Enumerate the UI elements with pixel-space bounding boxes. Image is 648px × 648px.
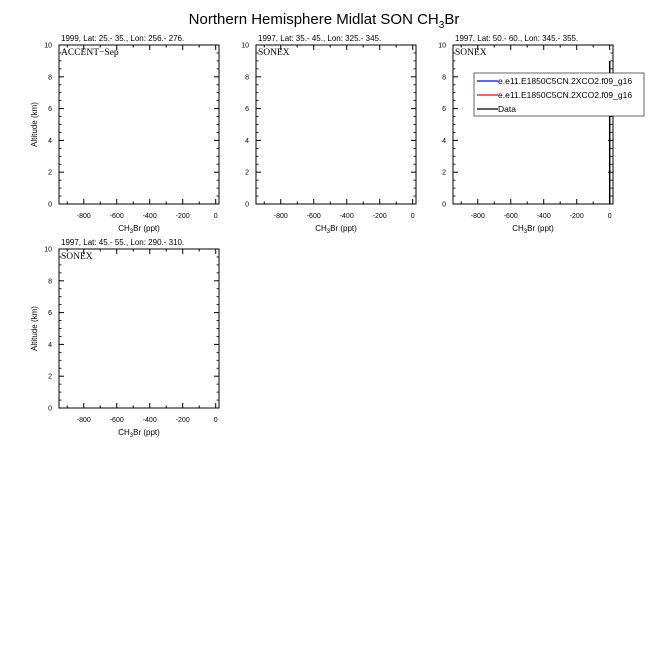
panel-header: 1997, Lat: 35.- 45., Lon: 325.- 345. [258, 34, 382, 43]
x-tick-label: 0 [213, 417, 218, 424]
x-tick-label: 0 [607, 213, 612, 220]
x-tick-label: -600 [503, 213, 518, 220]
plot-frame [256, 45, 416, 204]
y-tick-label: 6 [442, 106, 446, 114]
y-tick-label: 8 [245, 74, 249, 82]
y-tick-label: 6 [48, 106, 52, 114]
y-tick-label: 10 [44, 42, 52, 50]
y-tick-label: 10 [241, 42, 249, 50]
x-tick-label: -800 [76, 213, 91, 220]
campaign-label: SONEX [61, 252, 93, 262]
x-tick-label: -800 [470, 213, 485, 220]
x-tick-label: -200 [175, 213, 190, 220]
panel-header: 1997, Lat: 45.- 55., Lon: 290.- 310. [61, 238, 185, 247]
y-tick-label: 0 [442, 201, 446, 209]
chart-panel-4 [30, 238, 219, 439]
y-tick-label: 4 [48, 137, 52, 145]
x-axis-label: $CH_3Br$ (ppt) [118, 224, 160, 235]
campaign-label: SONEX [455, 48, 487, 58]
x-tick-label: -600 [109, 417, 124, 424]
y-tick-label: 0 [245, 201, 249, 209]
y-tick-label: 4 [442, 137, 446, 145]
x-tick-label: -600 [306, 213, 321, 220]
y-tick-label: 2 [245, 169, 249, 177]
panel-header: 1999, Lat: 25.- 35., Lon: 256.- 276. [61, 34, 185, 43]
y-tick-label: 8 [48, 278, 52, 286]
x-tick-label: -200 [569, 213, 584, 220]
plot-frame [453, 45, 613, 204]
plot-frame [59, 45, 219, 204]
campaign-label: ACCENT−Sep [61, 48, 119, 58]
y-tick-label: 2 [48, 373, 52, 381]
x-tick-label: -200 [372, 213, 387, 220]
y-axis-label: Altitude (km) [30, 306, 39, 351]
y-tick-label: 6 [48, 310, 52, 318]
x-tick-label: -800 [273, 213, 288, 220]
y-tick-label: 6 [245, 106, 249, 114]
y-axis-label: Altitude (km) [30, 102, 39, 147]
x-tick-label: -400 [142, 417, 157, 424]
x-tick-label: -400 [142, 213, 157, 220]
plot-frame [59, 249, 219, 408]
x-tick-label: -800 [76, 417, 91, 424]
y-tick-label: 10 [44, 246, 52, 254]
figure-title: Northern Hemisphere Midlat SON $CH_3Br$ [188, 11, 460, 31]
x-tick-label: 0 [410, 213, 415, 220]
x-axis-label: $CH_3Br$ (ppt) [118, 428, 160, 439]
chart-panel-3 [438, 34, 644, 235]
y-tick-label: 0 [48, 201, 52, 209]
y-tick-label: 10 [438, 42, 446, 50]
y-tick-label: 2 [48, 169, 52, 177]
x-tick-label: -200 [175, 417, 190, 424]
x-axis-label: $CH_3Br$ (ppt) [512, 224, 554, 235]
x-tick-label: -400 [536, 213, 551, 220]
y-tick-label: 0 [48, 405, 52, 413]
x-tick-label: 0 [213, 213, 218, 220]
chart-panel-1 [30, 34, 219, 235]
y-tick-label: 2 [442, 169, 446, 177]
chart-panel-2 [241, 34, 416, 235]
legend-label: e.e11.E1850C5CN.2XCO2.f09_g16 [498, 76, 633, 86]
y-tick-label: 8 [48, 74, 52, 82]
y-tick-label: 4 [48, 341, 52, 349]
legend-label: Data [498, 104, 516, 114]
x-axis-label: $CH_3Br$ (ppt) [315, 224, 357, 235]
x-tick-label: -600 [109, 213, 124, 220]
y-tick-label: 4 [245, 137, 249, 145]
x-tick-label: -400 [339, 213, 354, 220]
legend-label: e.e11.E1850C5CN.2XCO2.f09_g16 [498, 90, 633, 100]
campaign-label: SONEX [258, 48, 290, 58]
y-tick-label: 8 [442, 74, 446, 82]
panel-header: 1997, Lat: 50.- 60., Lon: 345.- 355. [455, 34, 579, 43]
